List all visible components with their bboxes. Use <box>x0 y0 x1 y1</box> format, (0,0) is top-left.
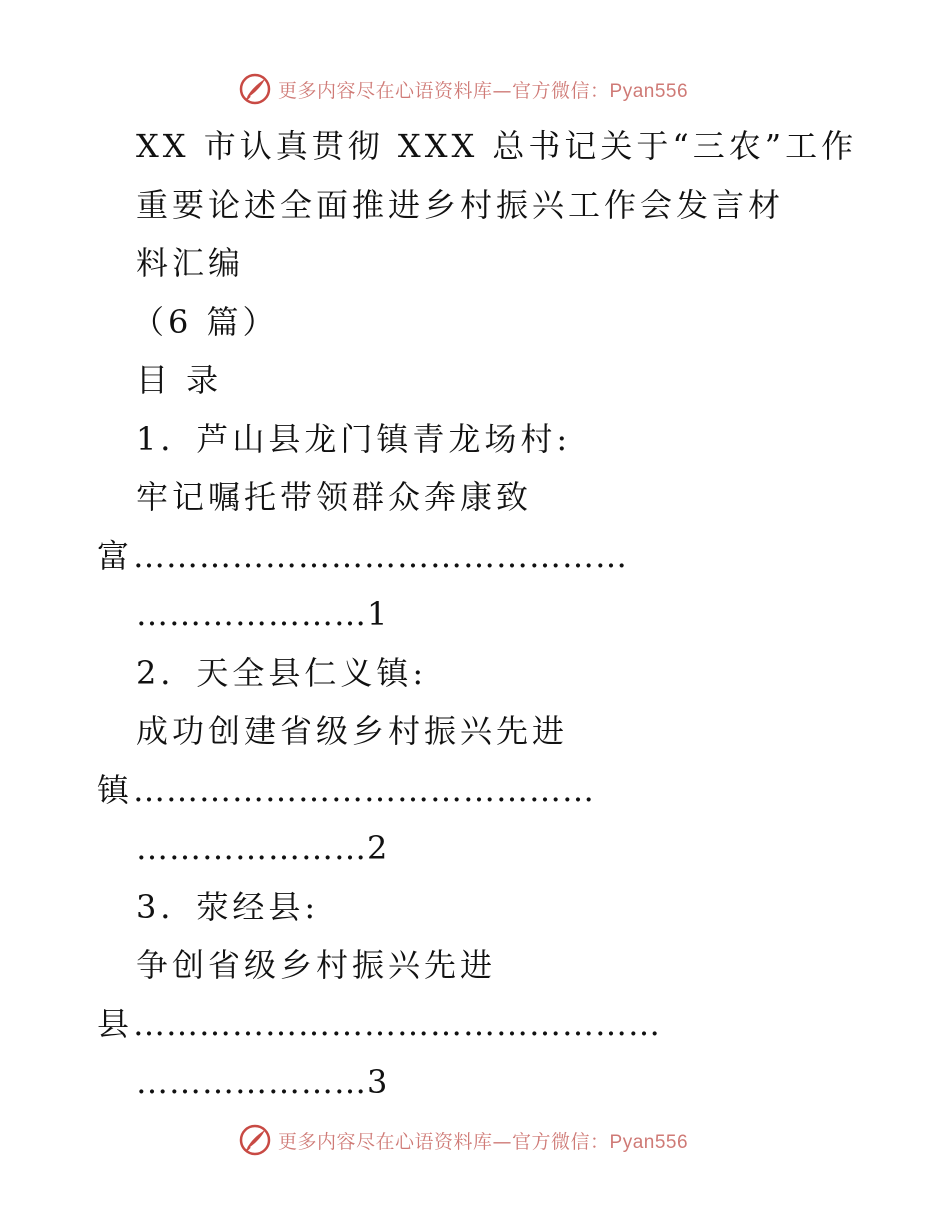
toc-item-3-leader-line <box>97 1004 661 1044</box>
toc-item-2-leader: …………………………………… <box>133 771 596 809</box>
doc-title-line-2: 重要论述全面推进乡村振兴工作会发言材 <box>136 186 785 224</box>
toc-item-2-heading[interactable]: 2．天全县仁义镇: <box>136 654 428 692</box>
toc-item-2-lead-char: 镇 <box>97 771 134 809</box>
toc-item-1-leader-line <box>97 536 628 576</box>
footer-watermark <box>238 1123 688 1157</box>
watermark-text: 更多内容尽在心语资料库—官方微信：Pyan556 <box>278 1130 689 1153</box>
toc-item-3-leader: ………………………………………… <box>133 1005 662 1043</box>
toc-item-1-heading[interactable]: 1．芦山县龙门镇青龙场村: <box>136 420 572 458</box>
toc-item-1-lead-char: 富 <box>97 537 134 575</box>
toc-item-3-lead-char: 县 <box>97 1005 134 1043</box>
toc-item-3-page[interactable]: …………………3 <box>136 1063 389 1101</box>
toc-item-1-leader: ……………………………………… <box>133 537 629 575</box>
watermark-handle: Pyan556 <box>609 1131 689 1153</box>
watermark-handle: Pyan556 <box>609 80 689 102</box>
toc-item-2-page[interactable]: …………………2 <box>136 829 389 867</box>
toc-heading: 目 录 <box>136 361 223 399</box>
brush-logo-icon <box>238 72 272 106</box>
watermark-text: 更多内容尽在心语资料库—官方微信：Pyan556 <box>278 79 689 102</box>
toc-item-3-heading[interactable]: 3．荥经县: <box>136 888 320 926</box>
doc-count: （6 篇） <box>132 303 279 341</box>
toc-item-2-leader-line <box>97 770 595 810</box>
toc-item-2-subtitle[interactable]: 成功创建省级乡村振兴先进 <box>136 712 569 750</box>
doc-title-line-1: XX 市认真贯彻 XXX 总书记关于“三农”工作 <box>136 127 858 165</box>
toc-item-1-subtitle[interactable]: 牢记嘱托带领群众奔康致 <box>136 478 533 516</box>
doc-title-line-3: 料汇编 <box>136 244 245 282</box>
header-watermark <box>238 72 688 106</box>
toc-item-3-subtitle[interactable]: 争创省级乡村振兴先进 <box>136 946 497 984</box>
brush-logo-icon <box>238 1123 272 1157</box>
toc-item-1-page[interactable]: …………………1 <box>136 595 389 633</box>
